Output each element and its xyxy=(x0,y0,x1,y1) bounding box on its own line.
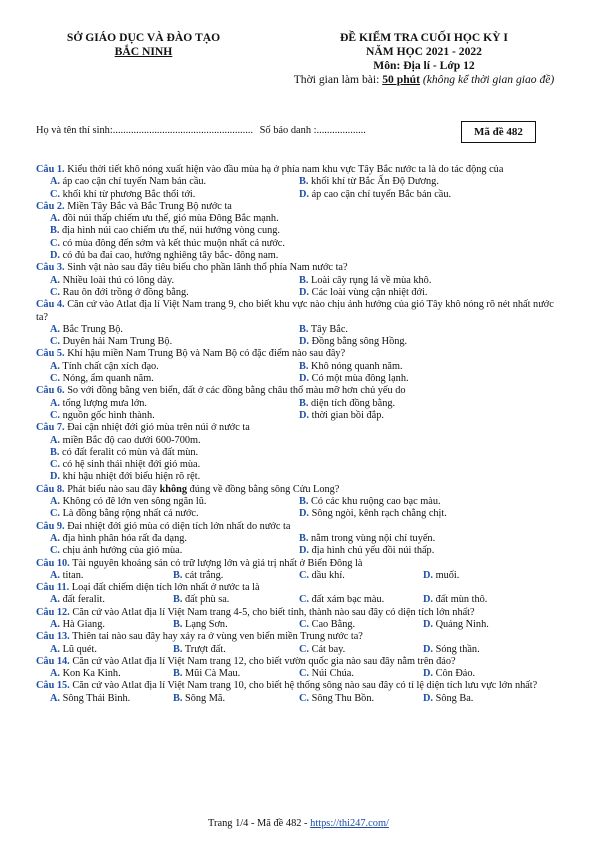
answer-option[interactable] xyxy=(299,189,451,201)
question-list xyxy=(36,164,561,705)
answer-option[interactable] xyxy=(299,644,345,656)
question-stem xyxy=(36,656,561,668)
option-letter: C. xyxy=(50,409,61,421)
exam-code-box: Mã đề 482 xyxy=(461,121,536,143)
option-text: Trượt đất. xyxy=(184,643,226,655)
option-text: Lũ quét. xyxy=(62,643,97,655)
option-letter: D. xyxy=(299,373,310,385)
answer-option[interactable] xyxy=(50,594,105,606)
option-text: Côn Đảo. xyxy=(435,668,476,680)
option-text: Quảng Ninh. xyxy=(435,618,489,630)
option-row xyxy=(36,668,561,680)
option-letter: B. xyxy=(173,594,183,606)
province-name: BẮC NINH xyxy=(114,45,173,58)
answer-option[interactable] xyxy=(50,435,201,447)
option-row xyxy=(36,459,561,471)
option-row xyxy=(36,398,561,410)
option-letter: B. xyxy=(173,668,183,680)
question-text: Khí hậu miền Nam Trung Bộ và Nam Bộ có đặc điểm nào sau đây? xyxy=(67,348,346,360)
option-letter: A. xyxy=(50,692,61,704)
option-text: Sóng thần. xyxy=(435,643,480,655)
option-row xyxy=(36,336,561,348)
option-text: nằm trong vùng nội chí tuyến. xyxy=(311,532,436,544)
answer-option[interactable] xyxy=(299,398,395,410)
option-letter: A. xyxy=(50,176,61,188)
option-text: đất phù sa. xyxy=(185,594,230,606)
option-text: Rau ôn đới trồng ở đồng bằng. xyxy=(62,286,189,298)
option-text: có đủ ba đai cao, hướng nghiêng tây bắc- đông nam. xyxy=(62,250,279,262)
option-row xyxy=(36,594,561,606)
answer-option[interactable] xyxy=(299,410,384,422)
answer-option[interactable] xyxy=(173,668,240,680)
answer-option[interactable] xyxy=(50,496,206,508)
question-number: Câu 12. xyxy=(36,606,70,618)
option-letter: A. xyxy=(50,569,61,581)
answer-option[interactable] xyxy=(50,238,285,250)
question-text: So với đồng bằng ven biển, đất ở các đồng bằng châu thổ màu mỡ hơn chủ yếu do xyxy=(67,385,406,397)
option-text: Tính chất cận xích đạo. xyxy=(62,360,159,372)
answer-option[interactable] xyxy=(50,189,195,201)
answer-option[interactable] xyxy=(299,287,427,299)
option-text: Loài cây rụng lá về mùa khô. xyxy=(311,274,432,286)
option-letter: D. xyxy=(299,409,310,421)
option-row xyxy=(36,496,561,508)
exam-title: ĐỀ KIỂM TRA CUỐI HỌC KỲ I xyxy=(340,31,508,44)
question-number: Câu 4. xyxy=(36,299,65,311)
option-text: cát trắng. xyxy=(185,569,224,581)
option-letter: C. xyxy=(50,373,61,385)
option-row xyxy=(36,287,561,299)
option-letter: D. xyxy=(50,250,61,262)
option-letter: D. xyxy=(299,508,310,520)
option-row xyxy=(36,545,561,557)
student-info xyxy=(36,125,366,136)
question-number: Câu 6. xyxy=(36,385,65,397)
option-text: diện tích đồng bằng. xyxy=(311,397,396,409)
answer-option[interactable] xyxy=(423,594,487,606)
answer-option[interactable] xyxy=(173,570,223,582)
candidate-number-field[interactable]: Số báo danh :................... xyxy=(259,125,366,136)
option-text: đất mùn thô. xyxy=(435,594,488,606)
answer-option[interactable] xyxy=(50,668,121,680)
option-letter: A. xyxy=(50,397,61,409)
answer-option[interactable] xyxy=(50,447,198,459)
option-text: Là đồng bằng rộng nhất cả nước. xyxy=(62,508,199,520)
option-text: Đồng bằng sông Hồng. xyxy=(311,336,408,348)
option-text: khối khí từ phương Bắc thổi tới. xyxy=(62,188,196,200)
option-letter: D. xyxy=(423,618,434,630)
option-text: Hà Giang. xyxy=(62,618,105,630)
footer-text: Trang 1/4 - Mã đề 482 - xyxy=(208,818,311,829)
option-text: Nóng, ẩm quanh năm. xyxy=(62,373,154,385)
answer-option[interactable] xyxy=(299,275,431,287)
option-letter: B. xyxy=(50,446,60,458)
question-text: Căn cứ vào Atlat địa lí Việt Nam trang 12, cho biết vườn quốc gia nào sau đây nằm trên đảo? xyxy=(72,655,456,667)
question-stem xyxy=(36,558,561,570)
option-text: Sông Thu Bồn. xyxy=(311,692,375,704)
option-text: Sông ngòi, kênh rạch chằng chịt. xyxy=(311,508,447,520)
option-letter: A. xyxy=(50,643,61,655)
option-letter: D. xyxy=(299,336,310,348)
department-name: SỞ GIÁO DỤC VÀ ĐÀO TẠO xyxy=(66,31,221,44)
time-duration: 50 phút xyxy=(382,73,420,86)
answer-option[interactable] xyxy=(173,594,229,606)
option-letter: A. xyxy=(50,594,61,606)
answer-option[interactable] xyxy=(50,410,155,422)
header-right xyxy=(286,31,562,87)
question-stem xyxy=(36,607,561,619)
option-text: Tây Bắc. xyxy=(310,323,349,335)
option-row xyxy=(36,435,561,447)
option-text: miền Bắc độ cao dưới 600-700m. xyxy=(62,434,201,446)
option-letter: D. xyxy=(299,545,310,557)
answer-option[interactable] xyxy=(423,570,459,582)
option-letter: B. xyxy=(299,176,309,188)
option-letter: B. xyxy=(173,692,183,704)
question-number: Câu 7. xyxy=(36,422,65,434)
option-text: Bắc Trung Bộ. xyxy=(62,323,123,335)
option-letter: A. xyxy=(50,532,61,544)
question-stem xyxy=(36,521,561,533)
question-stem xyxy=(36,164,561,176)
option-letter: C. xyxy=(299,594,310,606)
answer-option[interactable] xyxy=(50,361,159,373)
option-text: Nhiều loài thú có lông dày. xyxy=(62,274,175,286)
option-letter: C. xyxy=(50,188,61,200)
answer-option[interactable] xyxy=(50,336,172,348)
question-text: Căn cứ vào Atlat địa lí Việt Nam trang 9, cho biết khu vực nào chịu ảnh hưởng của gió Tây khô nóng rõ nét nhất nước ta? xyxy=(36,299,554,323)
question-text: Kiểu thời tiết khô nóng xuất hiện vào đầu mùa hạ ở phía nam khu vực Tây Bắc nước ta là do tác động của xyxy=(67,164,504,175)
option-row xyxy=(36,570,561,582)
option-letter: A. xyxy=(50,496,61,508)
option-letter: B. xyxy=(173,643,183,655)
question-number: Câu 14. xyxy=(36,655,70,667)
option-letter: C. xyxy=(50,237,61,249)
question-text: Căn cứ vào Atlat địa lí Việt Nam trang 4-5, cho biết tỉnh, thành nào sau đây có diện tích lớn nhất? xyxy=(72,606,475,618)
option-row xyxy=(36,324,561,336)
option-row xyxy=(36,176,561,188)
question-stem xyxy=(36,348,561,360)
option-row xyxy=(36,189,561,201)
answer-option[interactable] xyxy=(423,619,489,631)
option-letter: D. xyxy=(423,594,434,606)
option-text: Sông Ba. xyxy=(435,692,474,704)
question-stem xyxy=(36,582,561,594)
option-text: áp cao cận chí tuyến Nam bán cầu. xyxy=(62,176,207,188)
answer-option[interactable] xyxy=(173,693,225,705)
answer-option[interactable] xyxy=(50,176,206,188)
option-row xyxy=(36,275,561,287)
option-row xyxy=(36,619,561,631)
answer-option[interactable] xyxy=(50,398,147,410)
option-text: Có một mùa đông lạnh. xyxy=(311,373,409,385)
option-text: có hệ sinh thái nhiệt đới gió mùa. xyxy=(62,459,201,471)
option-text: Có các khu ruộng cao bạc màu. xyxy=(311,496,441,508)
option-text: khối khí từ Bắc Ấn Độ Dương. xyxy=(311,176,439,188)
option-row xyxy=(36,213,561,225)
question-text: Miền Tây Bắc và Bắc Trung Bộ nước ta xyxy=(67,200,232,212)
option-row xyxy=(36,238,561,250)
question-text: Tài nguyên khoáng sản có trữ lượng lớn và giá trị nhất ở Biển Đông là xyxy=(72,557,363,569)
question-number: Câu 13. xyxy=(36,631,70,643)
question-stem xyxy=(36,680,561,692)
question-stem xyxy=(36,299,561,324)
option-text: địa hình chủ yếu đồi núi thấp. xyxy=(311,545,435,557)
answer-option[interactable] xyxy=(50,287,189,299)
option-letter: C. xyxy=(299,692,310,704)
option-letter: C. xyxy=(299,618,310,630)
option-text: địa hình núi cao chiếm ưu thế, núi hướng vòng cung. xyxy=(62,225,280,237)
option-text: có đất feralit có mùn và đất mùn. xyxy=(62,446,199,458)
option-text: địa hình phân hóa rất đa dạng. xyxy=(62,532,187,544)
option-letter: D. xyxy=(299,188,310,200)
answer-option[interactable] xyxy=(50,275,174,287)
option-row xyxy=(36,373,561,385)
option-letter: D. xyxy=(423,643,434,655)
answer-option[interactable] xyxy=(299,668,354,680)
question-number: Câu 11. xyxy=(36,582,70,594)
option-letter: A. xyxy=(50,213,61,225)
option-text: Lạng Sơn. xyxy=(185,618,228,630)
answer-option[interactable] xyxy=(299,508,447,520)
option-text: Kon Ka Kinh. xyxy=(62,668,121,680)
question-stem xyxy=(36,201,561,213)
option-letter: B. xyxy=(299,496,309,508)
option-row xyxy=(36,447,561,459)
option-text: Các loài vùng cận nhiệt đới. xyxy=(311,286,428,298)
question-number: Câu 2. xyxy=(36,200,65,212)
option-letter: C. xyxy=(50,545,61,557)
option-text: đồi núi thấp chiếm ưu thế, gió mùa Đông Bắc mạnh. xyxy=(62,213,279,225)
question-stem xyxy=(36,631,561,643)
option-letter: B. xyxy=(299,274,309,286)
option-row xyxy=(36,250,561,262)
option-letter: B. xyxy=(299,323,309,335)
option-letter: B. xyxy=(299,397,309,409)
option-letter: C. xyxy=(299,569,310,581)
option-text: Sông Thái Bình. xyxy=(62,692,131,704)
option-letter: A. xyxy=(50,668,61,680)
answer-option[interactable] xyxy=(299,570,345,582)
option-letter: A. xyxy=(50,360,61,372)
question-stem xyxy=(36,422,561,434)
option-text: Sông Mã. xyxy=(185,692,226,704)
option-text: Duyên hải Nam Trung Bộ. xyxy=(62,336,173,348)
option-row xyxy=(36,533,561,545)
question-number: Câu 5. xyxy=(36,348,65,360)
answer-option[interactable] xyxy=(50,459,200,471)
option-letter: C. xyxy=(50,508,61,520)
option-text: Cát bay. xyxy=(311,643,346,655)
option-text: nguồn gốc hình thành. xyxy=(62,409,155,421)
option-text: Mũi Cà Mau. xyxy=(185,668,241,680)
answer-option[interactable] xyxy=(50,533,187,545)
question-text: Thiên tai nào sau đây hay xảy ra ở vùng ven biển miền Trung nước ta? xyxy=(72,631,363,643)
option-letter: A. xyxy=(50,274,61,286)
answer-option[interactable] xyxy=(50,225,280,237)
answer-option[interactable] xyxy=(299,545,434,557)
question-number: Câu 10. xyxy=(36,557,70,569)
option-row xyxy=(36,225,561,237)
option-letter: D. xyxy=(423,692,434,704)
answer-option[interactable] xyxy=(299,373,409,385)
option-letter: B. xyxy=(299,532,309,544)
option-row xyxy=(36,508,561,520)
answer-option[interactable] xyxy=(299,496,441,508)
option-letter: B. xyxy=(173,569,183,581)
option-text: Núi Chúa. xyxy=(311,668,354,680)
option-letter: C. xyxy=(299,643,310,655)
option-row xyxy=(36,471,561,483)
answer-option[interactable] xyxy=(50,693,130,705)
answer-option[interactable] xyxy=(50,373,154,385)
question-text: Căn cứ vào Atlat địa lí Việt Nam trang 10, cho biết hệ thống sông nào sau đây có tỉ lệ diện tích lưu vực lớn nhất? xyxy=(72,680,538,692)
option-letter: D. xyxy=(299,286,310,298)
option-letter: D. xyxy=(50,471,61,483)
option-text: titan. xyxy=(62,569,84,581)
option-text: đất feralit. xyxy=(62,594,105,606)
question-stem xyxy=(36,262,561,274)
option-text: dầu khí. xyxy=(311,569,345,581)
answer-option[interactable] xyxy=(50,508,199,520)
option-text: Cao Bằng. xyxy=(311,618,356,630)
option-text: tổng lượng mưa lớn. xyxy=(62,397,147,409)
student-name-field[interactable]: Họ và tên thí sinh:...................................................... xyxy=(36,125,254,136)
option-letter: B. xyxy=(299,360,309,372)
option-text: chịu ảnh hưởng của gió mùa. xyxy=(62,545,183,557)
option-row xyxy=(36,693,561,705)
option-text: Khô nóng quanh năm. xyxy=(311,360,403,372)
answer-option[interactable] xyxy=(50,471,200,483)
option-letter: C. xyxy=(299,668,310,680)
option-letter: A. xyxy=(50,434,61,446)
answer-option[interactable] xyxy=(50,644,97,656)
option-text: muối. xyxy=(435,569,460,581)
option-row xyxy=(36,644,561,656)
option-text: đất xám bạc màu. xyxy=(311,594,385,606)
answer-option[interactable] xyxy=(50,324,123,336)
question-number: Câu 1. xyxy=(36,164,65,175)
question-number: Câu 8. xyxy=(36,483,65,495)
option-letter: D. xyxy=(423,668,434,680)
option-text: áp cao cận chí tuyến Bắc bán cầu. xyxy=(311,188,452,200)
question-stem xyxy=(36,484,561,496)
option-letter: C. xyxy=(50,459,61,471)
question-text: đúng về đồng bằng sông Cửu Long? xyxy=(187,483,340,495)
answer-option[interactable] xyxy=(299,361,403,373)
page-footer xyxy=(0,818,597,829)
option-row xyxy=(36,361,561,373)
option-letter: D. xyxy=(423,569,434,581)
time-line xyxy=(286,73,562,87)
option-letter: C. xyxy=(50,286,61,298)
answer-option[interactable] xyxy=(50,250,278,262)
subject-line: Môn: Địa lí - Lớp 12 xyxy=(373,59,475,72)
header-left xyxy=(36,31,251,59)
question-stem xyxy=(36,385,561,397)
time-prefix: Thời gian làm bài: xyxy=(293,73,383,86)
question-text: Sinh vật nào sau đây tiêu biểu cho phần lãnh thổ phía Nam nước ta? xyxy=(67,262,348,274)
option-letter: A. xyxy=(50,618,61,630)
time-note: (không kể thời gian giao đề) xyxy=(422,73,555,86)
option-text: thời gian bồi đắp. xyxy=(311,409,384,421)
question-text: Đai cận nhiệt đới gió mùa trên núi ở nước ta xyxy=(67,422,250,434)
option-text: Không có đê lớn ven sông ngăn lũ. xyxy=(62,496,207,508)
answer-option[interactable] xyxy=(173,619,228,631)
answer-option[interactable] xyxy=(299,619,355,631)
answer-option[interactable] xyxy=(299,693,374,705)
option-text: có mùa đông đến sớm và kết thúc muộn nhất cả nước. xyxy=(62,237,285,249)
option-text: khí hậu nhiệt đới biểu hiện rõ rệt. xyxy=(62,471,201,483)
option-letter: B. xyxy=(173,618,183,630)
option-letter: B. xyxy=(50,225,60,237)
footer-link[interactable]: https://thi247.com/ xyxy=(310,818,389,829)
answer-option[interactable] xyxy=(299,533,435,545)
option-letter: C. xyxy=(50,336,61,348)
answer-option[interactable] xyxy=(173,644,226,656)
question-number: Câu 15. xyxy=(36,680,70,692)
answer-option[interactable] xyxy=(50,570,83,582)
option-letter: A. xyxy=(50,323,61,335)
question-number: Câu 3. xyxy=(36,262,65,274)
question-text-emphasis: không xyxy=(159,483,188,495)
question-number: Câu 9. xyxy=(36,520,65,532)
answer-option[interactable] xyxy=(299,594,384,606)
answer-option[interactable] xyxy=(50,213,279,225)
answer-option[interactable] xyxy=(50,545,182,557)
question-text: Loại đất chiếm diện tích lớn nhất ở nước ta là xyxy=(71,582,260,594)
answer-option[interactable] xyxy=(50,619,105,631)
answer-option[interactable] xyxy=(423,668,475,680)
answer-option[interactable] xyxy=(299,336,407,348)
answer-option[interactable] xyxy=(423,693,473,705)
question-text: Phát biểu nào sau đây xyxy=(67,483,160,495)
question-text: Đai nhiệt đới gió mùa có diện tích lớn nhất do nước ta xyxy=(67,520,291,532)
answer-option[interactable] xyxy=(299,176,439,188)
school-year: NĂM HỌC 2021 - 2022 xyxy=(366,45,482,58)
answer-option[interactable] xyxy=(299,324,348,336)
answer-option[interactable] xyxy=(423,644,480,656)
option-row xyxy=(36,410,561,422)
